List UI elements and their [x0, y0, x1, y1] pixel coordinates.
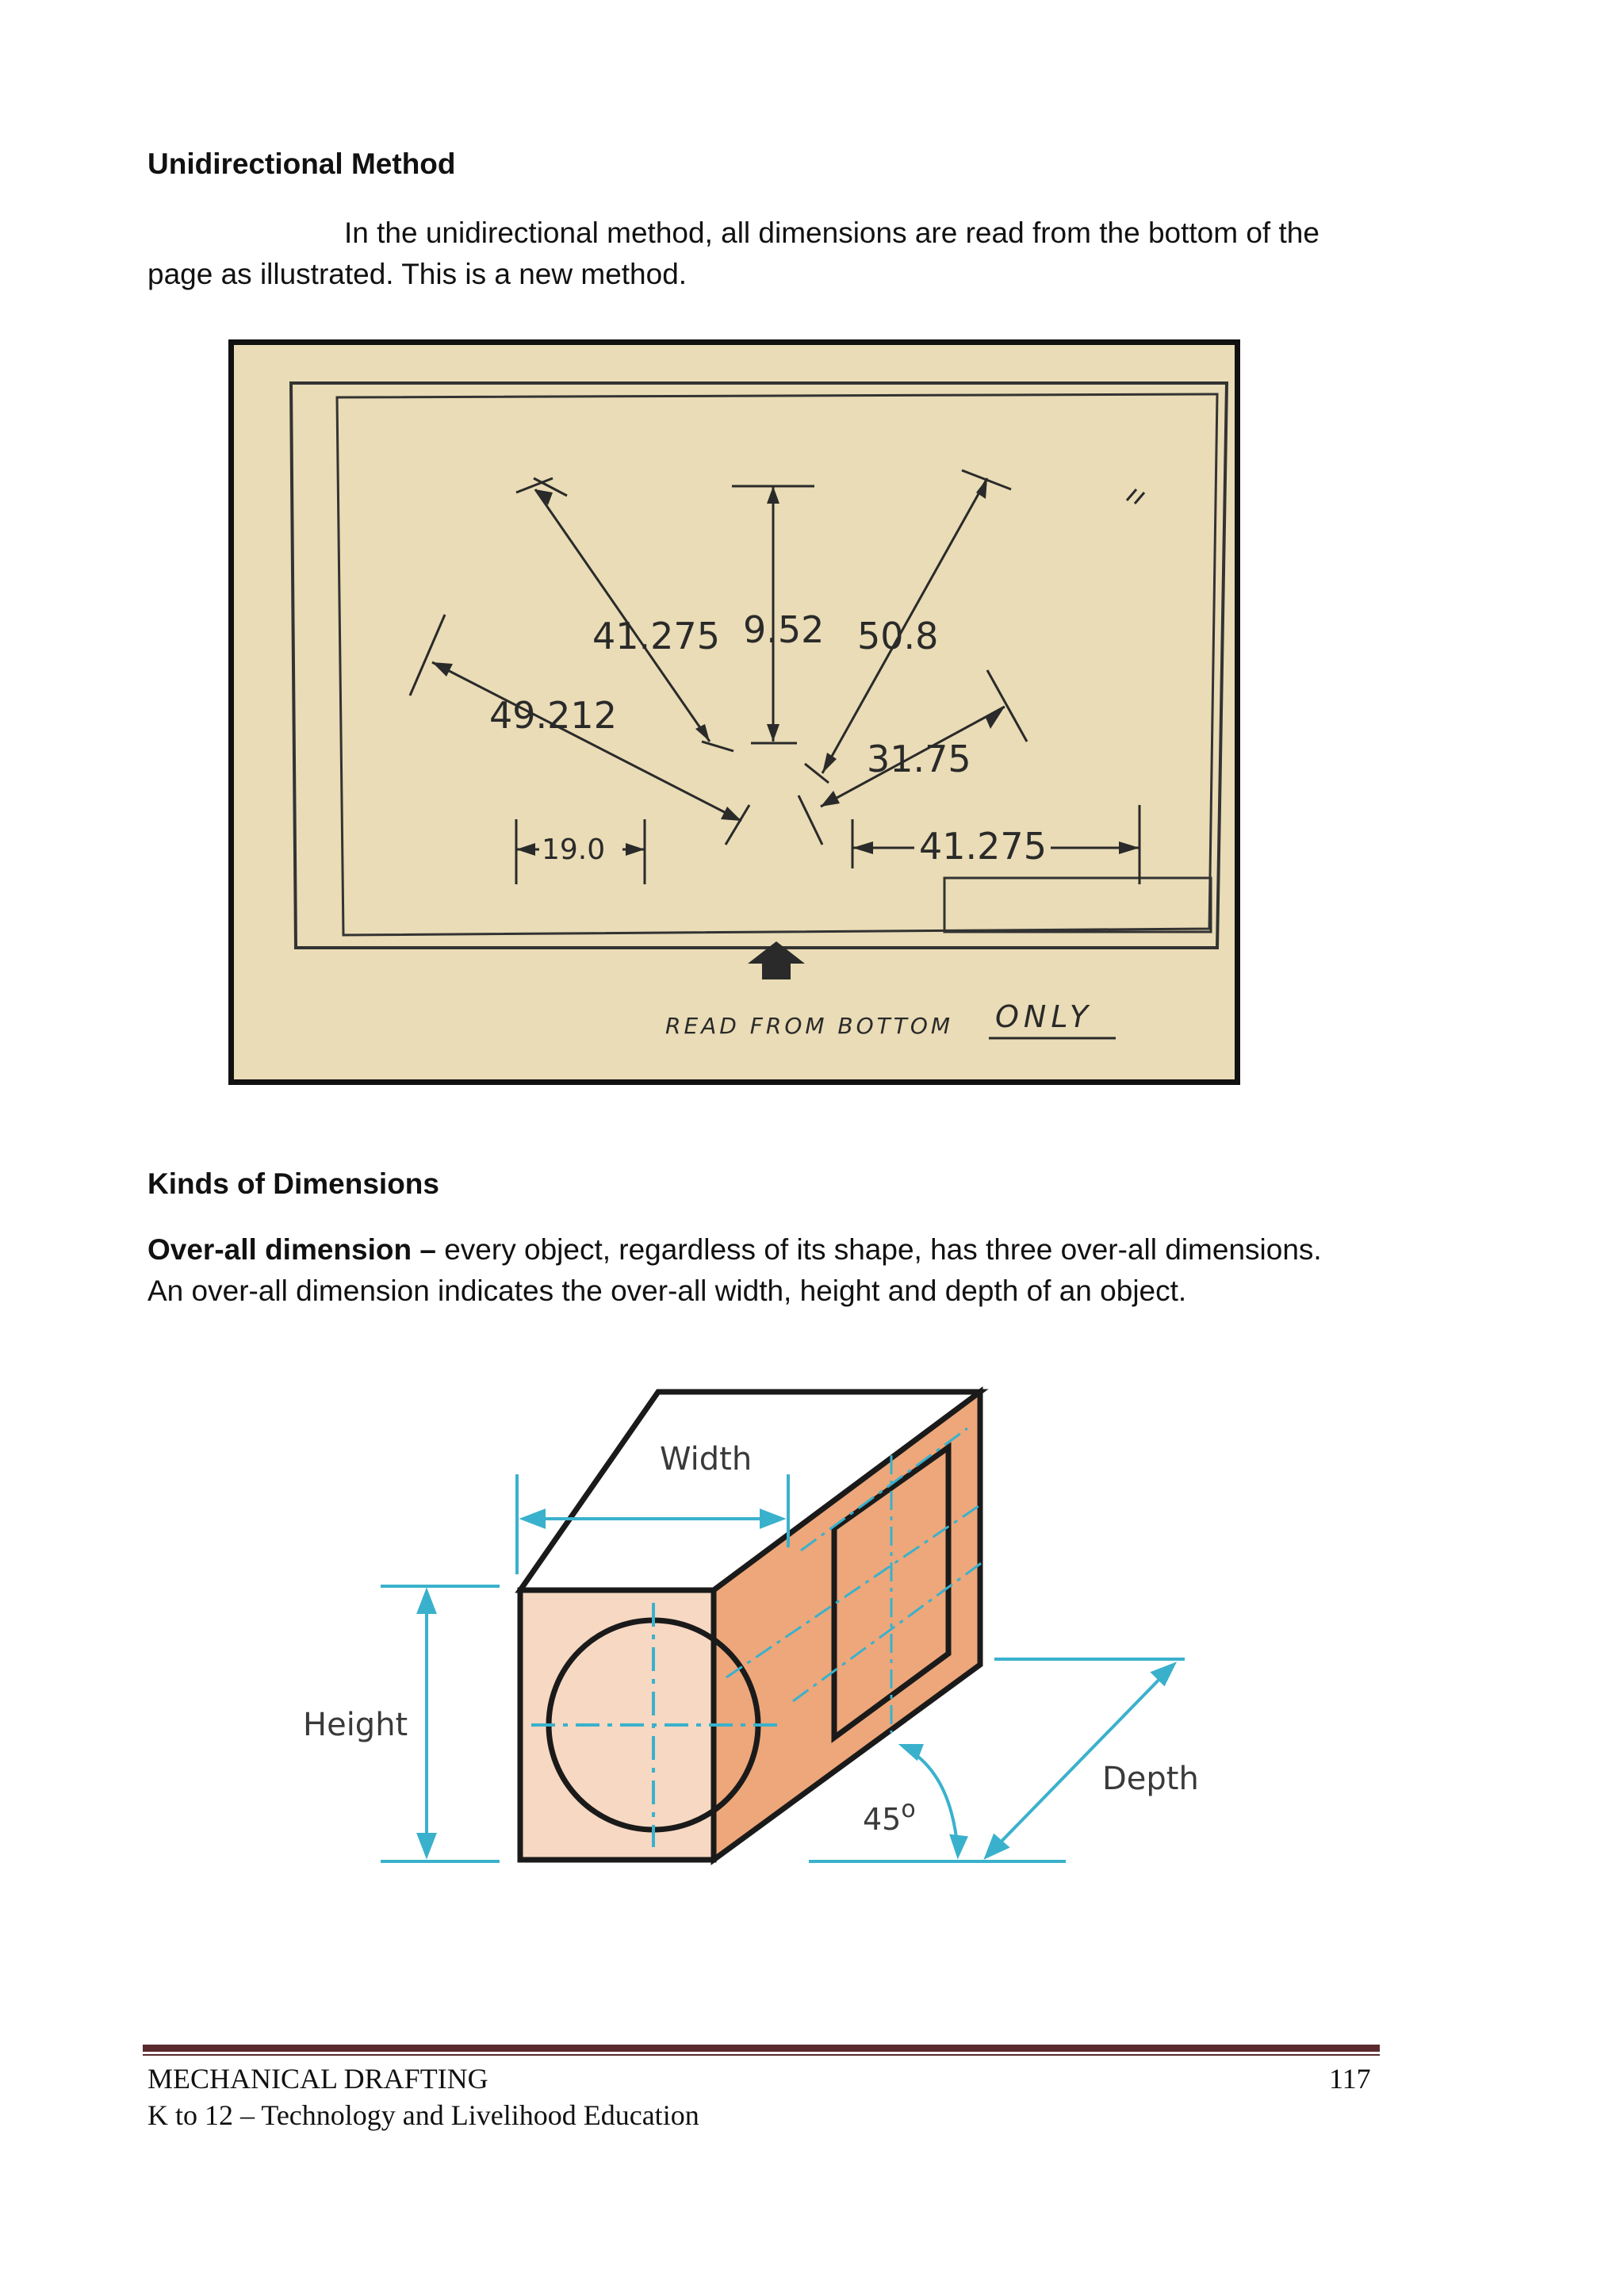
width-label: Width	[660, 1441, 753, 1478]
depth-label: Depth	[1102, 1761, 1199, 1797]
height-label: Height	[303, 1707, 408, 1743]
isometric-block	[285, 1360, 1221, 1884]
page-number: 117	[1329, 2063, 1371, 2095]
dimension-label: 41.275	[592, 615, 720, 657]
angle-unit: o	[901, 1796, 916, 1823]
paragraph-line	[147, 1229, 1322, 1271]
outer-border	[291, 383, 1227, 948]
unidirectional-dimension-figure	[228, 339, 1240, 1085]
footer-course: K to 12 – Technology and Livelihood Education	[147, 2099, 699, 2131]
section-heading-unidirectional: Unidirectional Method	[147, 148, 456, 180]
dimension-label: 50.8	[857, 615, 939, 657]
angle-value: 45	[863, 1802, 902, 1837]
term-overall-dimension: Over-all dimension –	[147, 1233, 436, 1266]
inner-border	[337, 394, 1217, 935]
title-block	[944, 878, 1211, 932]
caption-emphasis: ONLY	[995, 999, 1094, 1034]
dimension-label: 9.52	[743, 608, 825, 651]
dimension-label: 49.212	[489, 694, 617, 737]
caption-text: READ FROM BOTTOM	[665, 1013, 954, 1039]
angle-label	[863, 1796, 916, 1837]
dimension-label: 19.0	[542, 834, 606, 866]
dimension-label: 41.275	[919, 825, 1047, 868]
overall-dimension-figure	[285, 1360, 1221, 1884]
footer-rule	[143, 2045, 1380, 2052]
footer-subject: MECHANICAL DRAFTING	[147, 2063, 488, 2095]
dimension-lines	[410, 470, 1144, 884]
footer-rule	[143, 2054, 1380, 2056]
paragraph-line: page as illustrated. This is a new method.	[147, 258, 688, 290]
paragraph-line: An over-all dimension indicates the over-all width, height and depth of an object.	[147, 1274, 1187, 1307]
paragraph-line: In the unidirectional method, all dimensions are read from the bottom of the	[344, 217, 1320, 249]
section-heading-kinds: Kinds of Dimensions	[147, 1167, 439, 1200]
unidirectional-sketch	[234, 345, 1235, 1079]
dimension-label: 31.75	[867, 738, 971, 780]
paragraph-text: every object, regardless of its shape, has three over-all dimensions.	[435, 1233, 1322, 1266]
